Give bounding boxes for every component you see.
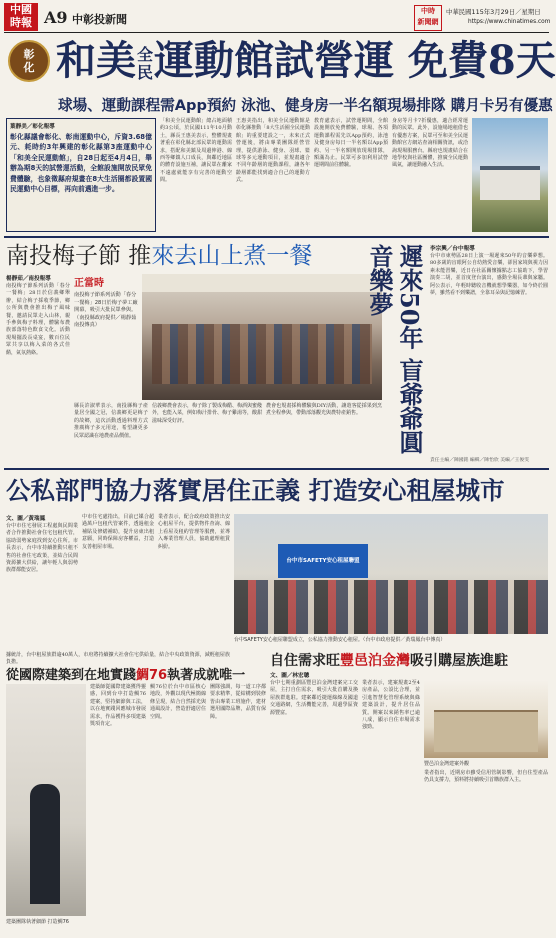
housing-headline-pre: 自住需求旺 xyxy=(270,653,340,669)
side-body: 台中市東勢區28日上演一場遲來50年的音樂夢想。80多歲的盲眼阿公自幼熱愛音樂，卻因家境與視力因素未能習樂，近日在社區關懷據點志工協助下，學習演奏二胡，並首度登台演出，感動全場長輩與家屬。阿公表示，年輕時聽收音機就想學樂器，如今終於圓夢，雖然看不到樂譜，全靠耳朵與記憶練習。 xyxy=(430,253,548,297)
housing-caption: 豐邑泊金灣建案外觀 xyxy=(424,761,470,767)
side-byline: 李宗興／台中報導 xyxy=(430,246,475,252)
newspaper-logo xyxy=(4,3,38,31)
rent-column-1: 台中市住宅發展工程處與民間業者合作推動社會住宅包租代管，協助弱勢家庭找到安心住所。市長表示，台中市持續推動只租不售的社會住宅政策，並結合民間資源擴大供給，讓年輕人與弱勢族群都能安居。 xyxy=(6,523,78,574)
arch-figure xyxy=(30,784,60,904)
housing-column-2: 業者表示，建案規畫2至4房產品，公設比合理，並引進智慧化管理系統與綠建築設計，提升居住品質。開案以來銷售率已逾八成，顯示自住市場需求強勁。 xyxy=(362,680,420,731)
housing-byline: 文、圖／林宏聰 xyxy=(270,673,310,679)
rent-byline: 文、圖／黃瑞鳳 xyxy=(6,516,46,522)
sports-center-photo xyxy=(472,118,548,232)
tent-shape xyxy=(142,274,382,292)
lead-column-4: 身房等月卡7折優惠，適合經常運動的民眾。此外，設施場地租借也有優惠方案，民眾可至和美全民運動館官方網站查詢相關資訊，或洽詢現場服務台。縣府也規畫結合在地學校與社區團體，推廣全民運動風氣，讓運動融入生活。 xyxy=(392,118,468,169)
region-tag-label: 彰化 xyxy=(23,48,35,74)
housing-photo xyxy=(424,680,548,758)
rent-people xyxy=(234,580,548,634)
lead-headline-post: 運動館試營運 免費8天 xyxy=(154,37,556,84)
mazu-festival-photo xyxy=(142,274,382,400)
arch-column-3: 團隊強調，每一道工序都要求精準，從結構到裝修皆由專業工班施作，建材選用國際品牌，品質有保障。 xyxy=(210,684,266,720)
mazu-column-2: 縣長許淑華表示，南投縣梅子產量居全國之冠，信義鄉更是梅子的故鄉，這次活動透過料理方式推廣梅子多元用途，希望讓更多民眾認識在地農產品價值。 xyxy=(74,403,148,439)
housing-column-3: 業者指出，近期房市雖受信用管制影響，但自住型產品仍具支撐力，預料將持續吸引首購族群入主。 xyxy=(424,770,548,784)
mazu-column-1: 南投梅子節系列活動「春分一餐梅」28日於信義鄉舉辦，結合梅子採收季節，鄉公所與農會推出梅子風味餐，邀請民眾走入山林，親手參與梅子料理，體驗布農族部落特色飲食文化。活動現場擺設長桌宴，數百位民眾共享以梅入菜的各式佳餚，氣氛熱絡。 xyxy=(6,283,70,356)
rent-caption: 台中SAFETY安心租屋聯盟成立，公私協力推動安心租屋。（台中市政府提供／黃瑞鳳台中傳真） xyxy=(234,637,446,643)
arch-headline-highlight: 鯛76 xyxy=(136,668,168,683)
lead-headline-small xyxy=(136,46,154,82)
mazu-byline: 楊靜茹／南投報導 xyxy=(6,276,51,282)
rent-column-4: 據統計，台中租屋族群逾40萬人，市府將持續擴大社會住宅供給量，結合中央政策資源，減輕租屋族負擔。 xyxy=(6,652,230,666)
side-headline: 遲來50年 盲爺爺圓音樂夢 xyxy=(365,244,424,454)
housing-column-1: 台中七期重劃區豐邑泊金灣建案完工交屋，主打自住需求，吸引大批首購及換屋族群進駐。建案鄰近捷運綠線及國道交通路網，生活機能完善，周邊學區資源豐富。 xyxy=(270,680,358,716)
arch-column-2: 鯛76位於台中市區核心地段，外觀以現代極簡線條呈現，結合自然採光與通風設計，營造舒適居住空間。 xyxy=(150,684,206,720)
rent-headline: 公私部門協力落實居住正義 打造安心租屋城市 xyxy=(6,476,505,505)
arch-headline-post: 執著成就唯一 xyxy=(167,668,246,683)
website-url[interactable]: https://www.chinatimes.com xyxy=(468,19,551,25)
lead-headline xyxy=(56,36,556,88)
building-shape xyxy=(480,166,540,200)
housing-interior xyxy=(434,710,538,752)
mazu-headline-highlight: 來去山上煮一餐 xyxy=(151,243,313,269)
mazu-headline xyxy=(6,242,384,272)
arch-caption: 建築團隊執著細節 打造鯛76 xyxy=(6,919,69,925)
logo-line-1: 中國 xyxy=(10,3,32,16)
lead-column-3: 教育處表示，試營運期間，全館設施開放免費體驗，球場、各項運動課程需先以App預約，泳池及健身房每日一半名額以App預約、另一半名額開放現場排隊，額滿為止。民眾可多加利用試營運期間前往體驗。 xyxy=(314,118,388,169)
housing-headline-highlight: 豐邑泊金灣 xyxy=(340,653,410,669)
rent-photo xyxy=(234,514,548,634)
mazu-column-4: 農會也規畫採梅體驗與DIY活動，讓遊客從採果到烹煮全程參與，帶動部落觀光與農特產銷售。 xyxy=(266,403,382,417)
lead-headline-pre: 和美 xyxy=(56,37,136,84)
mazu-box-caption: 南投梅子節系列活動「春分一餐梅」28日於梅子夢工廠開幕，吸引大批民眾參與。（南投縣政府提供／楊靜茹南投傳真） xyxy=(74,292,138,329)
lead-summary-box xyxy=(6,118,156,232)
crowd-shape xyxy=(152,324,372,384)
arch-column-1: 建築師從國際建築獲得靈感，回到台中打造鯛76建案，堅持細節與工法，以在地實踐回應城市發展需求，作品獲得多項建築獎項肯定。 xyxy=(90,684,146,728)
arch-photo xyxy=(6,684,86,916)
lead-subhead: 球場、運動課程需App預約 泳池、健身房一半名額現場排隊 購月卡另有優惠 xyxy=(58,97,553,114)
stamp-line-2: 新聞網 xyxy=(417,18,439,26)
housing-headline-post: 吸引購屋族進駐 xyxy=(410,653,508,669)
lead-summary: 彰化縣議會彰化、彰南運動中心，斥資3.68億元、耗時約3年興建的彰化縣第3座運動中心「和美全民運動館」，自28日起至4月4日，舉辦為期8天的試營運活動，全館設施開放民眾免費體驗，也象徵縣府規畫在8大生活圈都設置國民運動中心目標，再向前邁進一步。 xyxy=(10,133,152,194)
rent-column-2: 中市住宅處指出，目前已媒合超過萬戶包租代管案件，透過租金補貼及修繕補助，提升房東出租意願，同時保障房客權益，打造友善租屋市場。 xyxy=(82,514,154,550)
arch-headline-pre: 從國際建築到在地實踐 xyxy=(6,668,137,683)
arch-headline xyxy=(6,664,266,683)
rent-photo-banner xyxy=(278,544,368,578)
lead-column-2: 王惠美指出，和美全民運動館是彰化縣推動「8大生活圈全民運動館」的重要建設之一，未來正式營運後，將由專業團隊經營管理，提供游泳、健身、羽球、籃球等多元運動項目，並規畫適合不同年齡層的運動課程，讓各年齡層都能找到適合自己的運動方式。 xyxy=(236,118,310,184)
page-number: A9 xyxy=(44,8,68,27)
logo-line-2: 時報 xyxy=(10,16,32,29)
issue-date: 中華民國115年3月29日／星期日 xyxy=(446,8,541,16)
section-title: 中彰投新聞 xyxy=(72,13,127,26)
mazu-headline-pre: 南投梅子節 推 xyxy=(6,243,152,269)
mazu-column-3: 信義鄉農會表示，梅子除了製成梅醋、梅酒與蜜餞外，也能入菜，例如梅汁排骨、梅子雞湯等，酸甜滋味深受好評。 xyxy=(152,403,263,424)
rent-column-3: 業者表示，配合政府政策推出安心租屋平台，提供物件查詢、線上看屋及租約管理等服務，並導入專業管理人員，協助處理租賃糾紛。 xyxy=(158,514,230,550)
region-tag xyxy=(8,40,50,82)
mazu-photo-caption-box xyxy=(74,274,138,394)
mazu-box-title: 正當時 xyxy=(74,278,104,289)
lead-headline-small-top: 全 xyxy=(136,45,153,64)
chinatimes-stamp xyxy=(414,5,442,31)
lead-headline-small-bottom: 民 xyxy=(136,63,153,82)
masthead-rule xyxy=(4,32,549,33)
section-divider-1 xyxy=(4,236,549,238)
rent-photo-banner-text: 台中市SAFETY安心租屋聯盟 xyxy=(286,558,360,564)
side-credit: 責任主編／陳國銘 編輯／陳怡欣 美編／王俊雯 xyxy=(430,458,529,463)
section-divider-2 xyxy=(4,468,549,470)
lead-byline: 葉靜美／彰化報導 xyxy=(10,124,55,130)
masthead xyxy=(0,0,553,34)
housing-headline xyxy=(270,650,548,670)
stamp-line-1: 中時 xyxy=(421,7,435,15)
lead-column-1: 「和美全民運動館」總占地面積約3公頃，於民國111年10月動土，縣長王惠美表示，整體規畫著重在彰化縣北部民眾的運動需求，搭配和美鎮及周邊伸港、線西等鄉鎮人口成長，與鄰近地區的體育設施互補，讓民眾在離家不遠處就能享有完善的運動空間。 xyxy=(160,118,232,184)
